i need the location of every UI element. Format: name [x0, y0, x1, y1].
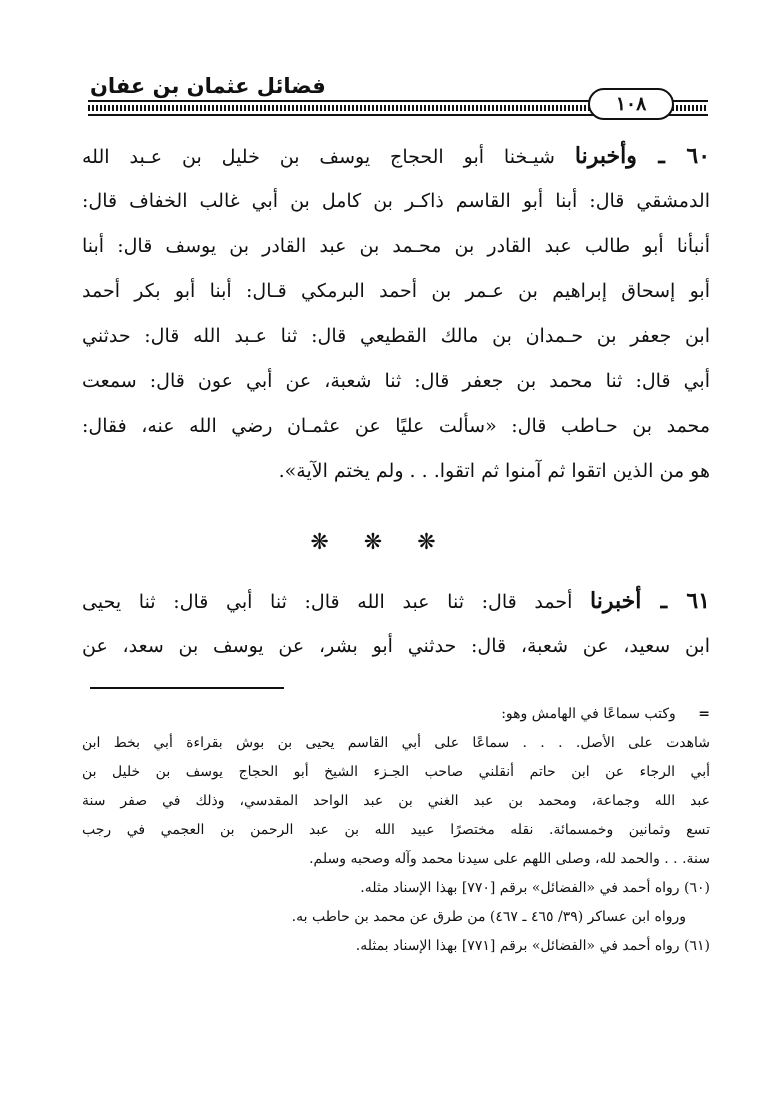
footnote-line: عبد الله وجماعة، ومحمد بن عبد الغني بن عبد الواحد المقدسي، وذلك في صفر سنة	[82, 793, 710, 809]
text-line: هو من الذين اتقوا ثم آمنوا ثم اتقوا. . . ولم يختم الآية».	[278, 460, 710, 482]
text-span: أحمد قال: ثنا عبد الله قال: ثنا أبي قال: ثنا يحيى	[82, 591, 573, 613]
hadith-61	[82, 579, 710, 669]
hadith-60	[82, 134, 710, 494]
footnote-line: سنة. . . والحمد لله، وصلى اللهم على سيدنا محمد وآله وصحبه وسلم.	[309, 851, 710, 867]
footnote-divider	[90, 687, 284, 689]
footnote-60: (٦٠) رواه أحمد في «الفضائل» برقم [٧٧٠] بهذا الإسناد مثله.	[360, 880, 710, 896]
footnote-61: (٦١) رواه أحمد في «الفضائل» برقم [٧٧١] بهذا الإسناد بمثله.	[355, 938, 710, 954]
text-span: شيـخنا أبو الحجاج يوسف بن خليل بن عـبد الله	[82, 146, 555, 168]
text-line: محمد بن حـاطب قال: «سألت عليًا عن عثمـان رضي الله عنه، فقال:	[82, 415, 710, 437]
footnote-line: شاهدت على الأصل. . . . سماعًا على أبي القاسم يحيى بن بوش بقراءة أبي بخط ابن	[82, 735, 710, 751]
footnotes	[82, 700, 710, 961]
text-line	[82, 134, 710, 179]
hadith-lead: ٦٠ ـ وأخبرنا	[574, 143, 710, 169]
text-line: أبي قال: ثنا محمد بن جعفر قال: ثنا شعبة، عن أبي عون قال: سمعت	[82, 370, 710, 392]
footnote-line: أبي الرجاء عن ابن حاتم أنقلني صاحب الجـزء الشيخ أبو الحجاج يوسف بن خليل بن	[82, 764, 710, 780]
text-line: أبو إسحاق إبراهيم بن عـمر بن أحمد البرمكي قـال: أبنا أبو بكر أحمد	[82, 280, 710, 302]
page-number: ١٠٨	[588, 88, 674, 120]
footnote-line	[82, 700, 710, 729]
continuation-marker: =	[698, 706, 710, 722]
section-separator: ❋ ❋ ❋	[310, 530, 450, 555]
book-title: فضائل عثمان بن عفان	[90, 74, 326, 98]
text-line: الدمشقي قال: أبنا أبو القاسم ذاكـر بن كامل بن أبي غالب الخفاف قال:	[82, 190, 710, 212]
page-header	[88, 70, 708, 120]
footnote-60-cont: ورواه ابن عساكر (٣٩/ ٤٦٥ ـ ٤٦٧) من طرق عن محمد بن حاطب به.	[291, 909, 686, 925]
text-line	[82, 579, 710, 624]
text-line: ابن جعفر بن حـمدان بن مالك القطيعي قال: ثنا عـبد الله قال: حدثني	[82, 325, 710, 347]
text-line: ابن سعيد، عن شعبة، قال: حدثني أبو بشر، عن يوسف بن سعد، عن	[82, 635, 710, 657]
hadith-lead: ٦١ ـ أخبرنا	[590, 588, 710, 614]
footnote-text: وكتب سماعًا في الهامش وهو:	[501, 706, 676, 722]
text-line: أنبأنا أبو طالب عبد القادر بن محـمد بن عبد القادر بن يوسف قال: أبنا	[82, 235, 710, 257]
footnote-line: تسع وثمانين وخمسمائة. نقله مختصرًا عبيد الله بن عبد الرحمن بن العجمي في رجب	[82, 822, 710, 838]
